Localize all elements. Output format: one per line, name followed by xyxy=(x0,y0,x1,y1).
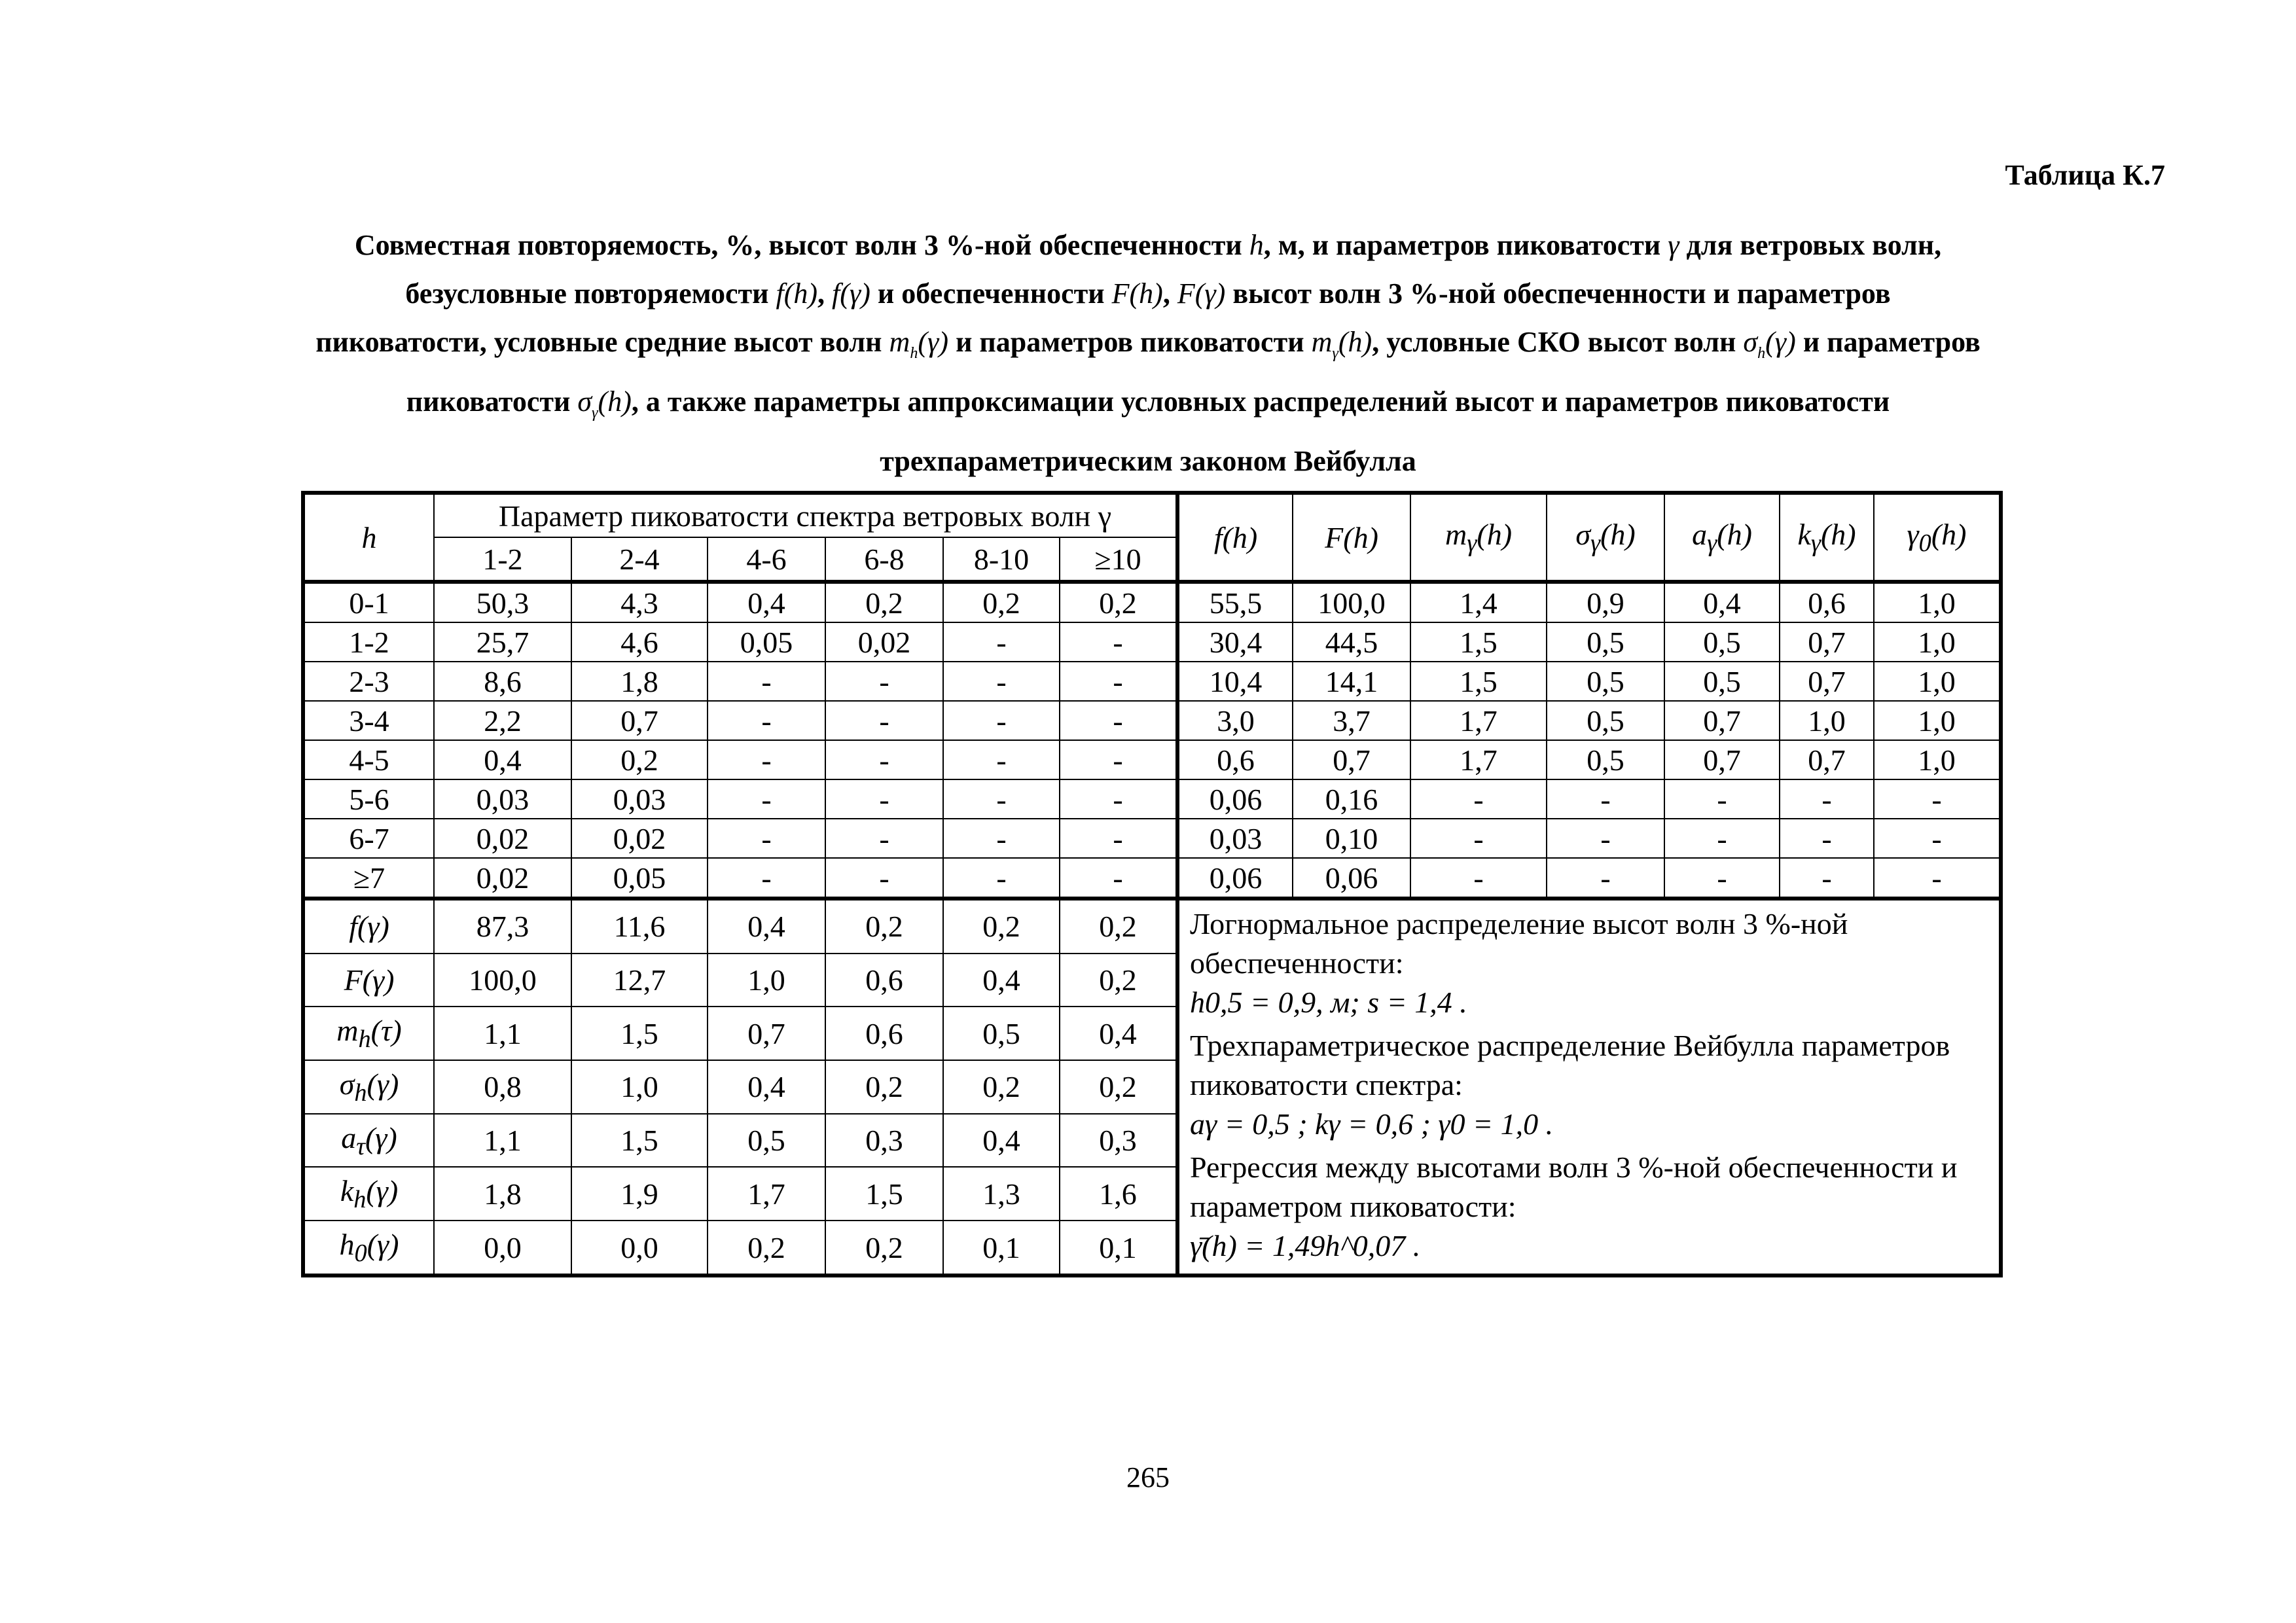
table-row xyxy=(303,701,2001,740)
table-cell: 0,2 xyxy=(943,899,1060,954)
row-h-label: 0-1 xyxy=(303,582,434,622)
table-row xyxy=(303,622,2001,662)
stat-cell: 10,4 xyxy=(1177,662,1293,701)
table-cell: 1,7 xyxy=(708,1167,825,1221)
table-cell: 0,4 xyxy=(434,740,571,779)
table-cell: 0,2 xyxy=(1060,582,1177,622)
stat-cell: 100,0 xyxy=(1293,582,1410,622)
gamma-stat-label: f(γ) xyxy=(303,899,434,954)
table-cell: - xyxy=(1060,819,1177,858)
table-cell: 1,9 xyxy=(571,1167,708,1221)
stat-cell: 0,03 xyxy=(1177,819,1293,858)
stat-cell: 0,7 xyxy=(1664,740,1780,779)
table-cell: - xyxy=(943,740,1060,779)
table-cell: - xyxy=(708,740,825,779)
stat-cell: 1,0 xyxy=(1874,622,2001,662)
table-cell: 0,3 xyxy=(825,1114,943,1168)
stat-cell: 1,0 xyxy=(1874,662,2001,701)
table-cell: 1,6 xyxy=(1060,1167,1177,1221)
table-cell: - xyxy=(1060,701,1177,740)
stat-cell: - xyxy=(1780,858,1874,899)
table-cell: 0,0 xyxy=(571,1221,708,1275)
lognormal-note: Логнормальное распределение высот волн 3 %-ной обеспеченности: h0,5 = 0,9, м; s = 1,4 . xyxy=(1190,907,1848,1019)
gamma-class-header: ≥10 xyxy=(1060,537,1177,582)
lognormal-formula: h0,5 = 0,9, м; s = 1,4 . xyxy=(1190,986,1467,1019)
table-cell: - xyxy=(825,740,943,779)
header-F-h: F(h) xyxy=(1293,493,1410,582)
table-cell: 8,6 xyxy=(434,662,571,701)
stat-cell: 0,6 xyxy=(1177,740,1293,779)
stat-cell: 0,5 xyxy=(1547,701,1664,740)
stat-cell: 0,9 xyxy=(1547,582,1664,622)
table-row xyxy=(303,582,2001,622)
caption-line-4: пиковатости $\sigma_\gamma(h)$, а также параметры аппроксимации условных распределений высот и параметров пиковатости xyxy=(406,385,1890,421)
table-cell: 1,3 xyxy=(943,1167,1060,1221)
stat-cell: 44,5 xyxy=(1293,622,1410,662)
table-cell: - xyxy=(943,701,1060,740)
gamma-stat-label: $k_h(\gamma)$ xyxy=(303,1167,434,1221)
row-h-label: 3-4 xyxy=(303,701,434,740)
table-cell: 50,3 xyxy=(434,582,571,622)
gamma-stat-label: $m_h(\tau)$ xyxy=(303,1007,434,1060)
stat-cell: 0,06 xyxy=(1177,779,1293,819)
table-cell: 1,1 xyxy=(434,1114,571,1168)
table-cell: 0,2 xyxy=(943,582,1060,622)
gamma-stat-label: $a_\tau(\gamma)$ xyxy=(303,1114,434,1168)
table-cell: - xyxy=(943,662,1060,701)
stat-cell: 1,0 xyxy=(1874,740,2001,779)
table-cell: 0,1 xyxy=(1060,1221,1177,1275)
header-k-gamma: $k_\gamma(h)$ xyxy=(1780,493,1874,582)
table-cell: 1,8 xyxy=(434,1167,571,1221)
table-cell: - xyxy=(943,779,1060,819)
stat-cell: - xyxy=(1664,858,1780,899)
gamma-class-header: 1-2 xyxy=(434,537,571,582)
header-h: h xyxy=(303,493,434,582)
table-caption xyxy=(131,221,2165,486)
row-h-label: ≥7 xyxy=(303,858,434,899)
table-cell: - xyxy=(708,701,825,740)
table-cell: - xyxy=(943,622,1060,662)
stat-cell: 0,5 xyxy=(1547,622,1664,662)
table-cell: 0,5 xyxy=(708,1114,825,1168)
stat-cell: - xyxy=(1780,819,1874,858)
table-cell: 0,8 xyxy=(434,1060,571,1114)
stat-cell: 1,7 xyxy=(1410,740,1547,779)
approximation-notes xyxy=(1177,899,2001,1275)
table-cell: 11,6 xyxy=(571,899,708,954)
gamma-class-header: 6-8 xyxy=(825,537,943,582)
caption-line-5: трехпараметрическим законом Вейбулла xyxy=(880,444,1416,477)
stat-cell: - xyxy=(1410,819,1547,858)
stat-cell: - xyxy=(1874,779,2001,819)
table-cell: - xyxy=(825,819,943,858)
table-cell: - xyxy=(1060,858,1177,899)
table-cell: 0,0 xyxy=(434,1221,571,1275)
stat-cell: 0,5 xyxy=(1664,662,1780,701)
table-cell: 87,3 xyxy=(434,899,571,954)
table-cell: 0,4 xyxy=(708,899,825,954)
table-cell: 0,05 xyxy=(708,622,825,662)
stat-cell: - xyxy=(1547,819,1664,858)
table-cell: 0,2 xyxy=(943,1060,1060,1114)
stat-cell: 0,7 xyxy=(1780,662,1874,701)
table-cell: 4,6 xyxy=(571,622,708,662)
stat-cell: - xyxy=(1547,858,1664,899)
gamma-class-header: 8-10 xyxy=(943,537,1060,582)
table-row xyxy=(303,779,2001,819)
table-cell: 0,02 xyxy=(571,819,708,858)
table-cell: 12,7 xyxy=(571,954,708,1007)
row-h-label: 4-5 xyxy=(303,740,434,779)
stat-cell: - xyxy=(1664,779,1780,819)
table-cell: - xyxy=(825,701,943,740)
table-cell: - xyxy=(1060,779,1177,819)
stat-cell: - xyxy=(1664,819,1780,858)
row-h-label: 6-7 xyxy=(303,819,434,858)
weibull-formula: aγ = 0,5 ; kγ = 0,6 ; γ0 = 1,0 . xyxy=(1190,1107,1554,1141)
table-cell: 0,4 xyxy=(943,1114,1060,1168)
stat-cell: 0,06 xyxy=(1293,858,1410,899)
stat-cell: - xyxy=(1874,858,2001,899)
table-cell: - xyxy=(1060,622,1177,662)
table-cell: 0,7 xyxy=(708,1007,825,1060)
table-cell: 0,03 xyxy=(434,779,571,819)
stat-cell: 0,6 xyxy=(1780,582,1874,622)
table-cell: 0,2 xyxy=(825,1060,943,1114)
row-h-label: 1-2 xyxy=(303,622,434,662)
stat-cell: 0,5 xyxy=(1547,740,1664,779)
table-cell: 0,2 xyxy=(1060,954,1177,1007)
table-cell: 0,4 xyxy=(708,582,825,622)
table-cell: 0,02 xyxy=(434,819,571,858)
table-cell: 0,02 xyxy=(825,622,943,662)
table-cell: 1,5 xyxy=(571,1007,708,1060)
gamma-stat-row xyxy=(303,899,2001,954)
stat-cell: 1,0 xyxy=(1874,701,2001,740)
table-cell: 0,4 xyxy=(1060,1007,1177,1060)
stat-cell: 0,7 xyxy=(1293,740,1410,779)
caption-line-3: пиковатости, условные средние высот волн $m_h(\gamma)$ и параметров пиковатости $m_\gamma(h)$, условные СКО высот волн $\sigma_h(\gamma)$ и параметров xyxy=(315,326,1981,362)
caption-line-2: безусловные повторяемости f(h), f(γ) и обеспеченности F(h), F(γ) высот волн 3 %-ной обеспеченности и параметров xyxy=(405,277,1891,310)
stat-cell: 0,7 xyxy=(1780,740,1874,779)
gamma-stat-label: $\sigma_h(\gamma)$ xyxy=(303,1060,434,1114)
table-cell: 1,5 xyxy=(571,1114,708,1168)
stat-cell: 55,5 xyxy=(1177,582,1293,622)
stat-cell: - xyxy=(1410,858,1547,899)
table-cell: 1,5 xyxy=(825,1167,943,1221)
stat-cell: 0,7 xyxy=(1780,622,1874,662)
row-h-label: 2-3 xyxy=(303,662,434,701)
table-cell: 0,2 xyxy=(825,582,943,622)
stat-cell: 0,16 xyxy=(1293,779,1410,819)
table-cell: 0,2 xyxy=(825,1221,943,1275)
gamma-class-header: 2-4 xyxy=(571,537,708,582)
stat-cell: 1,7 xyxy=(1410,701,1547,740)
stat-cell: - xyxy=(1780,779,1874,819)
table-cell: 0,6 xyxy=(825,954,943,1007)
table-cell: 0,4 xyxy=(943,954,1060,1007)
table-cell: - xyxy=(943,819,1060,858)
stat-cell: - xyxy=(1410,779,1547,819)
header-f-h: f(h) xyxy=(1177,493,1293,582)
table-cell: 0,05 xyxy=(571,858,708,899)
table-label: Таблица К.7 xyxy=(2005,159,2165,191)
table-cell: 0,2 xyxy=(1060,1060,1177,1114)
table-cell: 1,8 xyxy=(571,662,708,701)
table-row xyxy=(303,662,2001,701)
table-cell: 0,1 xyxy=(943,1221,1060,1275)
weibull-note: Трехпараметрическое распределение Вейбулла параметров пиковатости спектра: aγ = 0,5 ; kγ = 0,6 ; γ0 = 1,0 . xyxy=(1190,1029,1950,1141)
table-cell: 0,02 xyxy=(434,858,571,899)
table-cell: - xyxy=(708,858,825,899)
gamma-stat-label: F(γ) xyxy=(303,954,434,1007)
table-cell: 0,6 xyxy=(825,1007,943,1060)
wave-data-table xyxy=(301,491,2003,1277)
header-sigma-gamma: $\sigma_\gamma(h)$ xyxy=(1547,493,1664,582)
stat-cell: 0,7 xyxy=(1664,701,1780,740)
stat-cell: 1,0 xyxy=(1874,582,2001,622)
table-cell: 0,2 xyxy=(1060,899,1177,954)
row-h-label: 5-6 xyxy=(303,779,434,819)
header-gamma0: $\gamma_0(h)$ xyxy=(1874,493,2001,582)
table-cell: - xyxy=(708,779,825,819)
gamma-stat-label: $h_0(\gamma)$ xyxy=(303,1221,434,1275)
table-cell: - xyxy=(708,819,825,858)
table-cell: 0,4 xyxy=(708,1060,825,1114)
stat-cell: 3,0 xyxy=(1177,701,1293,740)
header-gamma-group: Параметр пиковатости спектра ветровых волн γ xyxy=(434,493,1177,537)
header-row-1 xyxy=(303,493,2001,537)
stat-cell: 0,10 xyxy=(1293,819,1410,858)
stat-cell: - xyxy=(1874,819,2001,858)
table-cell: 0,3 xyxy=(1060,1114,1177,1168)
page-number: 265 xyxy=(1126,1461,1170,1493)
stat-cell: 0,5 xyxy=(1547,662,1664,701)
table-cell: 100,0 xyxy=(434,954,571,1007)
stat-cell: 0,5 xyxy=(1664,622,1780,662)
table-cell: 4,3 xyxy=(571,582,708,622)
stat-cell: 0,06 xyxy=(1177,858,1293,899)
stat-cell: 3,7 xyxy=(1293,701,1410,740)
stat-cell: 30,4 xyxy=(1177,622,1293,662)
table-cell: 25,7 xyxy=(434,622,571,662)
table-cell: 1,0 xyxy=(571,1060,708,1114)
table-cell: 0,5 xyxy=(943,1007,1060,1060)
table-cell: 0,2 xyxy=(825,899,943,954)
table-cell: - xyxy=(825,779,943,819)
regression-note: Регрессия между высотами волн 3 %-ной обеспеченности и параметром пиковатости: γ̄(h) = 1,49h^0,07 . xyxy=(1190,1150,1958,1262)
stat-cell: 1,5 xyxy=(1410,662,1547,701)
table-row xyxy=(303,819,2001,858)
table-cell: - xyxy=(1060,662,1177,701)
stat-cell: 14,1 xyxy=(1293,662,1410,701)
caption-line-1: Совместная повторяемость, %, высот волн 3 %-ной обеспеченности h, м, и параметров пиковатости γ для ветровых волн, xyxy=(354,229,1942,261)
table-cell: 0,03 xyxy=(571,779,708,819)
table-cell: - xyxy=(825,662,943,701)
stat-cell: 1,4 xyxy=(1410,582,1547,622)
gamma-class-header: 4-6 xyxy=(708,537,825,582)
stat-cell: - xyxy=(1547,779,1664,819)
stat-cell: 0,4 xyxy=(1664,582,1780,622)
header-a-gamma: $a_\gamma(h)$ xyxy=(1664,493,1780,582)
table-cell: 2,2 xyxy=(434,701,571,740)
table-cell: 0,2 xyxy=(571,740,708,779)
regression-formula: γ̄(h) = 1,49h^0,07 . xyxy=(1190,1229,1421,1262)
table-cell: 1,1 xyxy=(434,1007,571,1060)
table-cell: 0,2 xyxy=(708,1221,825,1275)
table-cell: - xyxy=(708,662,825,701)
table-cell: 1,0 xyxy=(708,954,825,1007)
table-row xyxy=(303,858,2001,899)
stat-cell: 1,5 xyxy=(1410,622,1547,662)
table-cell: - xyxy=(1060,740,1177,779)
table-cell: 0,7 xyxy=(571,701,708,740)
header-m-gamma: $m_\gamma(h)$ xyxy=(1410,493,1547,582)
table-cell: - xyxy=(825,858,943,899)
table-cell: - xyxy=(943,858,1060,899)
table-row xyxy=(303,740,2001,779)
stat-cell: 1,0 xyxy=(1780,701,1874,740)
